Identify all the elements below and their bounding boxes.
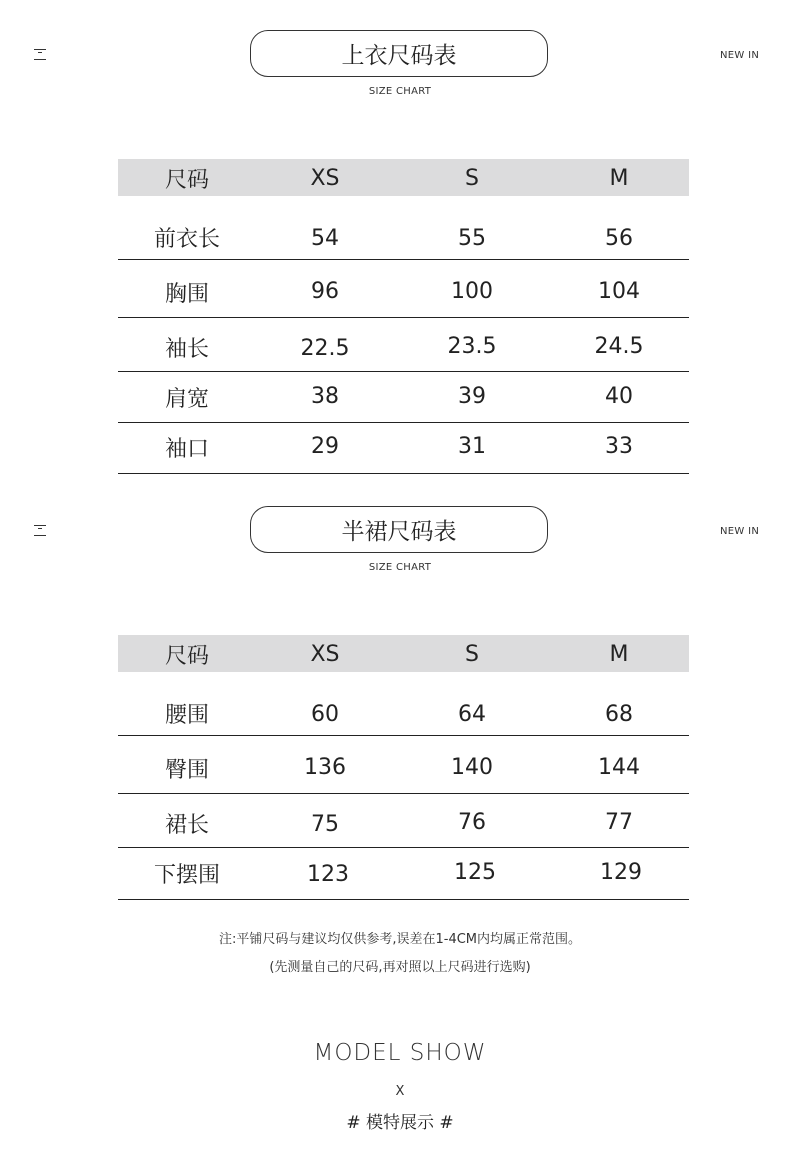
value-s: 23.5 (447, 334, 497, 359)
value-m: 104 (598, 279, 640, 304)
value-m: 144 (598, 755, 640, 780)
measurement-note: 注:平铺尺码与建议均仅供参考,误差在1-4CM内均属正常范围。 (218, 932, 582, 947)
table-row (118, 794, 689, 848)
value-m: 56 (605, 226, 633, 251)
tops-new-in-tag: NEW IN (720, 50, 760, 61)
table-row (118, 196, 689, 260)
table-row (118, 848, 689, 900)
table-row (118, 423, 689, 474)
table-row (118, 736, 689, 794)
value-s: 31 (458, 434, 486, 459)
header-xs: XS (310, 166, 340, 191)
value-xs: 136 (304, 755, 346, 780)
table-header-row (118, 159, 689, 196)
row-label: 腰围 (164, 703, 209, 728)
row-label: 肩宽 (164, 387, 209, 412)
table-row (118, 260, 689, 318)
header-xs: XS (310, 642, 340, 667)
model-show-subtitle: # 模特展示 # (346, 1113, 454, 1133)
row-label: 臀围 (164, 758, 209, 783)
value-xs: 38 (311, 384, 339, 409)
row-label: 前衣长 (153, 227, 220, 252)
value-m: 129 (600, 860, 642, 885)
skirt-size-table (118, 635, 689, 900)
header-size: 尺码 (164, 168, 209, 193)
value-s: 100 (451, 279, 493, 304)
header-s: S (465, 642, 479, 667)
tops-size-table (118, 159, 689, 474)
value-xs: 29 (311, 434, 339, 459)
table-header-row (118, 635, 689, 672)
value-xs: 96 (311, 279, 339, 304)
measurement-tip: (先测量自己的尺码,再对照以上尺码进行选购) (269, 960, 531, 975)
value-s: 76 (458, 810, 486, 835)
model-show-separator: X (395, 1084, 405, 1099)
value-s: 125 (454, 860, 496, 885)
value-m: 24.5 (594, 334, 644, 359)
skirt-new-in-tag: NEW IN (720, 526, 760, 537)
model-show-title: MODEL SHOW (313, 1040, 487, 1066)
row-label: 下摆围 (153, 863, 220, 888)
value-m: 77 (605, 810, 633, 835)
value-xs: 22.5 (300, 336, 350, 361)
row-label: 袖口 (164, 437, 209, 462)
value-m: 68 (605, 702, 633, 727)
skirt-size-chart-subtitle: SIZE CHART (368, 562, 432, 573)
menu-mark-icon (34, 525, 46, 536)
value-s: 39 (458, 384, 486, 409)
value-s: 64 (458, 702, 486, 727)
header-m: M (609, 166, 629, 191)
row-label: 袖长 (164, 337, 209, 362)
value-xs: 123 (307, 862, 349, 887)
value-xs: 54 (311, 226, 339, 251)
value-m: 40 (605, 384, 633, 409)
header-m: M (609, 642, 629, 667)
menu-mark-icon (34, 49, 46, 60)
table-row (118, 672, 689, 736)
tops-size-chart-title: 上衣尺码表 (250, 30, 548, 77)
value-s: 55 (458, 226, 486, 251)
value-s: 140 (451, 755, 493, 780)
header-s: S (465, 166, 479, 191)
skirt-size-chart-title: 半裙尺码表 (250, 506, 548, 553)
value-xs: 60 (311, 702, 339, 727)
value-m: 33 (605, 434, 633, 459)
table-row (118, 372, 689, 423)
tops-size-chart-subtitle: SIZE CHART (368, 86, 432, 97)
table-row (118, 318, 689, 372)
header-size: 尺码 (164, 644, 209, 669)
row-label: 胸围 (164, 282, 209, 307)
row-label: 裙长 (164, 813, 209, 838)
value-xs: 75 (311, 812, 339, 837)
